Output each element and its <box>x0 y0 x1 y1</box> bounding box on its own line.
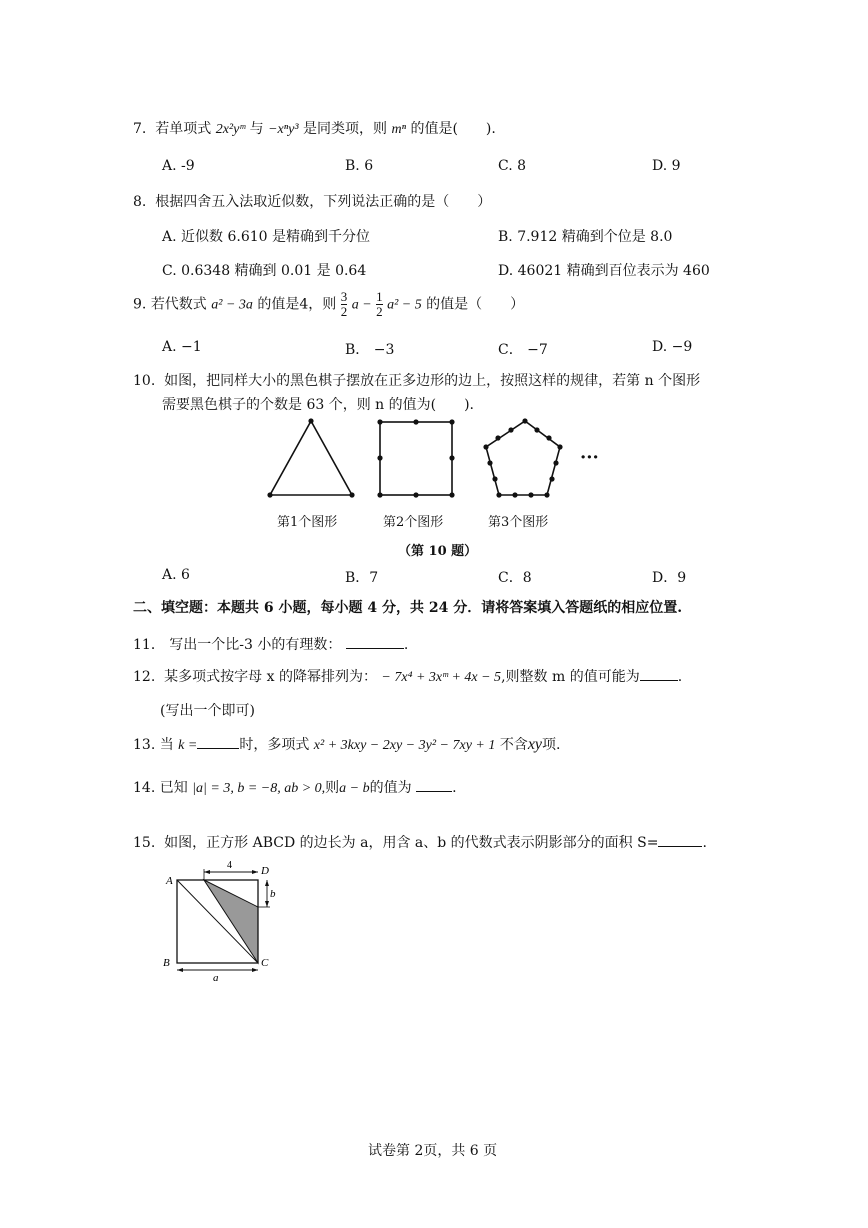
q10-ellipsis: ··· <box>580 447 599 468</box>
page-footer: 试卷第 2页，共 6 页 <box>368 1143 498 1159</box>
q13-stem: 13. 当 k = 时，多项式 x² + 3kxy − 2xy − 3y² − 7xy + 1 不含xy项. <box>133 736 561 753</box>
q14-expr: |a| = 3, b = −8, ab > 0, <box>192 781 326 796</box>
q10-stem-line2: 需要黑色棋子的个数是 63 个，则 n 的值为( ). <box>162 397 475 413</box>
q9-fraction-1: $\frac{3}{2}$ <box>340 289 348 319</box>
label-bottom-a: a <box>213 972 219 982</box>
q10-number: 10. <box>133 373 156 389</box>
q8-stem: 8. 根据四舍五入法取近似数，下列说法正确的是（ ） <box>133 194 492 210</box>
q7-option-b[interactable]: B. 6 <box>345 158 374 174</box>
label-c-vertex: C <box>261 957 269 969</box>
q10-option-c[interactable]: C．8 <box>498 570 532 586</box>
q7-number: 7. <box>133 121 147 137</box>
q8-option-d[interactable]: D. 46021 精确到百位表示为 460 <box>498 263 710 279</box>
q10-stem-line1: 10. 如图，把同样大小的黑色棋子摆放在正多边形的边上，按照这样的规律，若第 n 个图形 <box>133 373 701 389</box>
q15-number: 15. <box>133 835 156 851</box>
label-b-vertex: B <box>163 957 170 969</box>
section-2-heading: 二、填空题：本题共 6 小题，每小题 4 分，共 24 分．请将答案填入答题纸的相应位置. <box>133 600 683 616</box>
q10-fig-label-3: 第3个图形 <box>488 515 549 530</box>
q11-number: 11． <box>133 637 165 653</box>
q8-option-b[interactable]: B. 7.912 精确到个位是 8.0 <box>498 229 673 245</box>
square-shape <box>380 422 452 495</box>
label-top-length: 4 <box>227 860 232 871</box>
q13-answer-blank[interactable] <box>197 748 239 749</box>
q8-number: 8. <box>133 194 147 210</box>
q12-note: (写出一个即可) <box>160 703 255 719</box>
q12-expr: − 7x⁴ + 3xᵐ + 4x − 5 <box>381 670 502 685</box>
q9-stem: 9. 若代数式 a² − 3a 的值是4，则 $\frac{3}{2}$ a − $\frac{1}{2}$ a² − 5 的值是（ ） <box>133 289 525 319</box>
triangle-shape <box>270 421 352 495</box>
q13-number: 13. <box>133 737 156 753</box>
q7-expr3: mⁿ <box>391 122 407 137</box>
q12-answer-blank[interactable] <box>640 680 678 681</box>
q7-expr2: −xⁿy³ <box>268 122 299 137</box>
q7-option-c[interactable]: C. 8 <box>498 158 527 174</box>
q8-option-a[interactable]: A. 近似数 6.610 是精确到千分位 <box>162 229 370 245</box>
q7-stem: 7. 若单项式 2x²yᵐ 与 −xⁿy³ 是同类项，则 mⁿ 的值是( ). <box>133 121 496 137</box>
q10-fig-label-2: 第2个图形 <box>383 515 444 530</box>
q9-option-c[interactable]: C． −7 <box>498 342 548 358</box>
q10-figure <box>255 415 615 515</box>
label-side-b: b <box>270 888 276 900</box>
q11-stem: 11． 写出一个比-3 小的有理数： . <box>133 637 409 653</box>
q15-answer-blank[interactable] <box>658 846 702 847</box>
q14-answer-blank[interactable] <box>416 791 452 792</box>
q7-option-a[interactable]: A. -9 <box>162 158 195 174</box>
label-a-vertex: A <box>166 875 173 887</box>
q15-figure <box>160 852 285 982</box>
q9-number: 9. <box>133 296 147 313</box>
q10-fig-label-1: 第1个图形 <box>277 515 338 530</box>
q14-stem: 14. 已知 |a| = 3, b = −8, ab > 0,则a − b的值为 . <box>133 780 457 796</box>
q7-option-d[interactable]: D. 9 <box>652 158 681 174</box>
q13-expr: x² + 3kxy − 2xy − 3y² − 7xy + 1 <box>313 738 496 753</box>
q15-stem: 15. 如图，正方形 ABCD 的边长为 a，用含 a、b 的代数式表示阴影部分的面积 S= . <box>133 835 707 851</box>
q9-option-a[interactable]: A. −1 <box>162 339 202 355</box>
q9-fraction-2: $\frac{1}{2}$ <box>376 289 383 319</box>
q10-option-b[interactable]: B．7 <box>345 570 379 586</box>
q9-option-b[interactable]: B． −3 <box>345 342 395 358</box>
q9-option-d[interactable]: D. −9 <box>652 339 693 355</box>
q12-stem: 12. 某多项式按字母 x 的降幂排列为： − 7x⁴ + 3xᵐ + 4x − 5,则整数 m 的值可能为 . <box>133 669 683 685</box>
q8-option-c[interactable]: C. 0.6348 精确到 0.01 是 0.64 <box>162 263 367 279</box>
q10-option-d[interactable]: D．9 <box>652 570 687 586</box>
q11-answer-blank[interactable] <box>346 648 404 649</box>
q12-number: 12. <box>133 669 156 685</box>
pentagon-shape <box>486 421 560 495</box>
shaded-region <box>204 880 258 963</box>
q14-number: 14. <box>133 780 156 796</box>
label-d-vertex: D <box>261 865 269 877</box>
q7-expr1: 2x²yᵐ <box>215 122 246 137</box>
q10-caption: （第 10 题） <box>398 544 478 559</box>
q10-option-a[interactable]: A. 6 <box>162 567 190 583</box>
